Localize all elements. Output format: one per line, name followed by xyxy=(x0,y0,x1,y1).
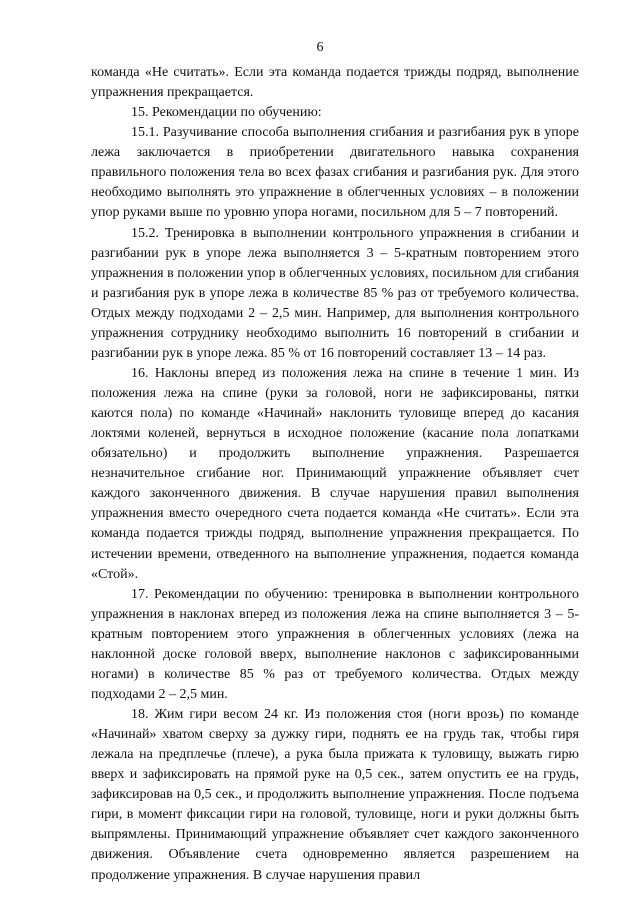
paragraph-16: 16. Наклоны вперед из положения лежа на спине в течение 1 мин. Из положения лежа на спине (руки за головой, ноги не зафиксированы, пятки каются пола) по команде «Начинай» наклонить туловище вперед до касания локтями коленей, вернуться в исходное положение (касание пола лопатками обязательно) и продолжить выполнение упражнения. Разрешается незначительное сгибание ног. Принимающий упражнение объявляет счет каждого законченного движения. В случае нарушения правил выполнения упражнения вместо очередного счета подается команда «Не считать». Если эта команда подается трижды подряд, выполнение упражнения прекращается. По истечении времени, отведенного на выполнение упражнения, подается команда «Стой». xyxy=(91,365,579,582)
page-number: 6 xyxy=(316,40,324,55)
paragraph-15-heading: 15. Рекомендации по обучению: xyxy=(131,105,322,121)
document-body xyxy=(91,63,579,886)
paragraph-17: 17. Рекомендации по обучению: тренировка в выполнении контрольного упражнения в наклонах вперед из положения лежа на спине выполняется 3 – 5-кратным повторением этого упражнения в облегченных условиях (лежа на наклонной доске головой вверх, выполнение наклонов с зафиксированными ногами) в количестве 85 % раз от требуемого количества. Отдых между подходами 2 – 2,5 мин. xyxy=(91,586,579,702)
paragraph-15-1: 15.1. Разучивание способа выполнения сгибания и разгибания рук в упоре лежа заключается в приобретении двигательного навыка сохранения правильного положения тела во всех фазах сгибания и разгибания рук. Для этого необходимо выполнять это упражнение в облегченных условиях – в положении упор руками выше по уровню упора ногами, посильном для 5 – 7 повторений. xyxy=(91,125,579,221)
paragraph-15-2: 15.2. Тренировка в выполнении контрольного упражнения в сгибании и разгибании рук в упоре лежа выполняется 3 – 5-кратным повторением этого упражнения в положении упор в облегченных условиях, посильном для сгибания и разгибания рук в упоре лежа в количестве 85 % раз от требуемого количества. Отдых между подходами 2 – 2,5 мин. Например, для выполнения контрольного упражнения сотруднику необходимо выполнить 16 повторений в сгибании и разгибании рук в упоре лежа. 85 % от 16 повторений составляет 13 – 14 раз. xyxy=(91,225,579,361)
paragraph-18: 18. Жим гири весом 24 кг. Из положения стоя (ноги врозь) по команде «Начинай» хватом сверху за дужку гири, поднять ее на грудь так, чтобы гиря лежала на предплечье (плече), а рука была прижата к туловищу, выжать гирю вверх и зафиксировать на прямой руке на 0,5 сек., затем опустить ее на грудь, зафиксировав на 0,5 сек., и продолжить выполнение упражнения. После подъема гири, в момент фиксации гири на головой, туловище, ноги и руки должны быть выпрямлены. Принимающий упражнение объявляет счет каждого законченного движения. Объявление счета одновременно является разрешением на продолжение упражнения. В случае нарушения правил xyxy=(91,707,579,883)
paragraph-continuation: команда «Не считать». Если эта команда подается трижды подряд, выполнение упражнения прекращается. xyxy=(91,65,579,101)
